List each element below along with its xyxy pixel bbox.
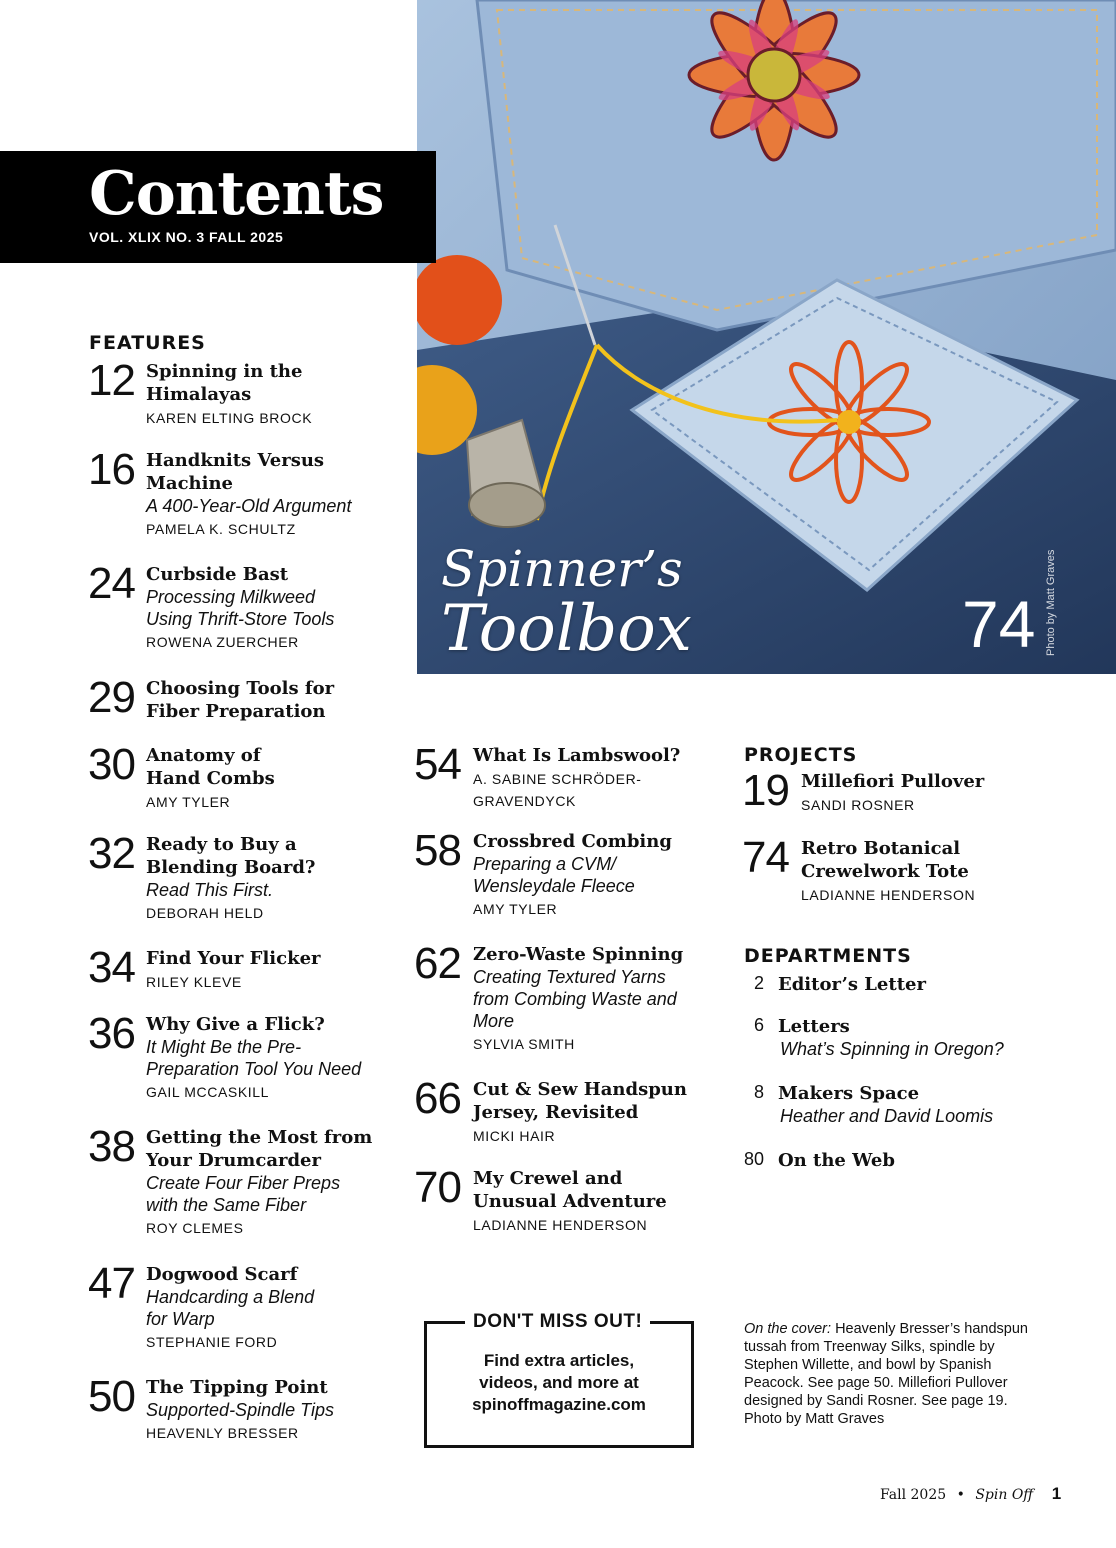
footer-separator: • [956,1487,965,1503]
footer-magazine: Spin Off [975,1487,1034,1503]
entry-page: 16 [88,445,135,494]
entry-author: ROY CLEMES [146,1220,244,1236]
entry-page: 30 [88,740,135,789]
entry-author: SYLVIA SMITH [473,1036,575,1052]
page-number: 1 [1051,1484,1062,1503]
entry-author: KAREN ELTING BROCK [146,410,313,426]
footer-issue: Fall 2025 [880,1487,947,1503]
entry-page: 70 [414,1163,461,1212]
cover-note-text: Heavenly Bresser’s handspun tussah from Treenway Silks, spindle by Stephen Willette, and bowl by Spanish Peacock. See page 50. Millefiori Pullover designed by Sandi Rosner. See page 19. Photo by Matt Graves [744,1321,1028,1427]
entry-page: 47 [88,1259,135,1308]
entry-title: Getting the Most from Your Drumcarder [146,1127,373,1171]
cover-photo [417,0,1116,674]
hero-title-line2: Toolbox [441,592,692,666]
entry-page: 2 [753,973,764,993]
page-footer [880,1484,1061,1504]
entry-title: Letters [778,1016,850,1037]
entry-subtitle: Supported-Spindle Tips [146,1400,334,1420]
entry-page: 36 [88,1009,135,1058]
entry-title: My Crewel and Unusual Adventure [473,1168,667,1212]
entry-title: Ready to Buy a Blending Board? [146,834,316,878]
promo-url-link[interactable]: spinoffmagazine.com [472,1395,646,1414]
entry-title: What Is Lambswool? [473,745,681,766]
promo-line-2: videos, and more at [479,1373,639,1392]
entry-page: 50 [88,1372,135,1421]
entry-subtitle: Read This First. [146,880,274,900]
issue-line: VOL. XLIX NO. 3 FALL 2025 [89,229,284,245]
features-heading: FEATURES [89,332,206,354]
entry-subtitle: Creating Textured Yarns from Combing Waste and More [473,967,677,1031]
entry-page: 54 [414,740,461,789]
entry-title: Millefiori Pullover [801,771,985,792]
entry-title: The Tipping Point [146,1377,328,1398]
entry-title: Curbside Bast [146,564,289,585]
entry-subtitle: Processing Milkweed Using Thrift-Store Tools [146,587,335,629]
entry-page: 58 [414,826,461,875]
entry-page: 32 [88,829,135,878]
entry-page: 66 [414,1074,461,1123]
photo-credit: Photo by Matt Graves [1045,549,1057,656]
entry-page: 29 [88,673,135,722]
entry-title: Dogwood Scarf [146,1264,298,1285]
entry-page: 12 [88,356,135,405]
entry-title: Makers Space [778,1083,920,1104]
entry-title: On the Web [778,1150,895,1171]
entry-page: 38 [88,1122,135,1171]
entry-title: Crossbred Combing [473,831,672,852]
upper-flower [689,0,859,160]
entry-page: 24 [88,559,135,608]
web-promo-box[interactable] [424,1311,694,1448]
entry-subtitle: Create Four Fiber Preps with the Same Fiber [146,1173,341,1215]
entry-title: Editor’s Letter [778,974,926,995]
entry-title: Zero-Waste Spinning [473,944,684,965]
entry-author: MICKI HAIR [473,1128,556,1144]
page-title: Contents [89,159,384,229]
promo-line-1: Find extra articles, [483,1351,635,1370]
entry-author: GAIL MCCASKILL [146,1084,270,1100]
hero-page-number: 74 [962,587,1036,661]
title-band [0,151,436,263]
entry-page: 74 [742,833,789,882]
entry-author: AMY TYLER [146,794,231,810]
entry-title: Spinning in the Himalayas [146,361,303,405]
entry-author: LADIANNE HENDERSON [473,1217,648,1233]
cover-note [744,1320,1034,1428]
departments-heading: DEPARTMENTS [744,945,912,967]
entry-title: Retro Botanical Crewelwork Tote [801,838,969,882]
entry-title: Cut & Sew Handspun Jersey, Revisited [473,1079,687,1123]
entry-subtitle: What’s Spinning in Oregon? [780,1039,1004,1059]
entry-title: Find Your Flicker [146,948,321,969]
entry-title: Handknits Versus Machine [146,450,325,494]
entry-subtitle: Handcarding a Blend for Warp [146,1287,315,1329]
entry-page: 62 [414,939,461,988]
promo-heading: DON'T MISS OUT! [465,1311,650,1333]
entry-page: 6 [753,1015,764,1035]
entry-title: Why Give a Flick? [146,1014,325,1035]
entry-page: 34 [88,943,135,992]
entry-subtitle: It Might Be the Pre-Preparation Tool You Need [146,1037,362,1079]
entry-author: PAMELA K. SCHULTZ [146,521,296,537]
entry-title: Choosing Tools for Fiber Preparation [146,678,335,722]
projects-heading: PROJECTS [744,744,858,766]
entry-subtitle: A 400-Year-Old Argument [146,496,352,516]
entry-page: 19 [742,766,789,815]
entry-title: Anatomy of Hand Combs [146,745,275,789]
entry-author: RILEY KLEVE [146,974,242,990]
entry-author: A. SABINE SCHRÖDER-GRAVENDYCK [473,771,642,809]
hero-title-line1: Spinner’s [441,540,683,598]
entry-author: ROWENA ZUERCHER [146,634,299,650]
entry-page: 80 [744,1149,765,1169]
cover-note-lead: On the cover: [744,1321,832,1337]
entry-author: AMY TYLER [473,901,558,917]
entry-author: STEPHANIE FORD [146,1334,278,1350]
entry-page: 8 [753,1082,764,1102]
entry-author: HEAVENLY BRESSER [146,1425,299,1441]
entry-author: LADIANNE HENDERSON [801,887,976,903]
entry-author: SANDI ROSNER [801,797,915,813]
entry-subtitle: Preparing a CVM/ Wensleydale Fleece [473,854,635,896]
entry-subtitle: Heather and David Loomis [780,1106,994,1126]
entry-author: DEBORAH HELD [146,905,264,921]
